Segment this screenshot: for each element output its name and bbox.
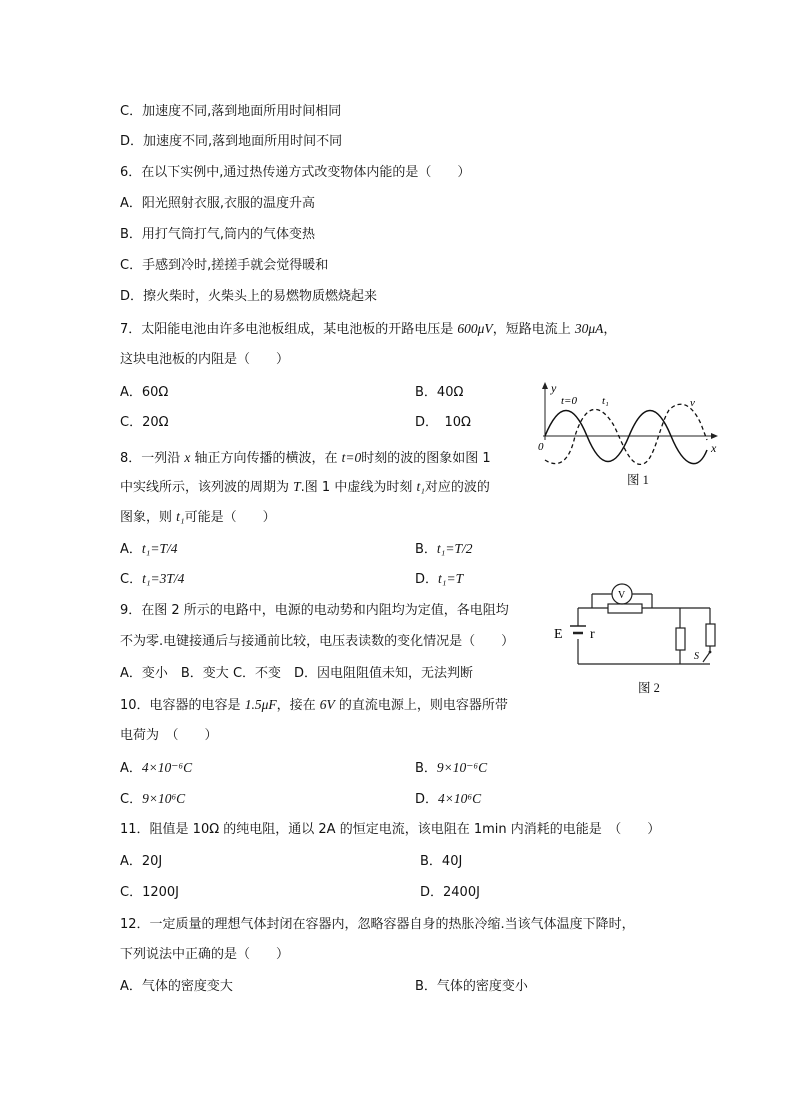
q10-option-b: B．9×10⁻⁶C: [415, 760, 488, 776]
y-axis-arrow: [542, 382, 548, 389]
emf-label: E: [554, 627, 563, 642]
q8-stem-line3: 图象，则 t₁可能是（ ）: [120, 509, 276, 525]
origin-label: 0: [538, 441, 544, 453]
q8-option-b: B．t₁=T/2: [415, 541, 473, 557]
internal-resistance-label: r: [590, 627, 595, 642]
switch-blade: [703, 652, 710, 662]
dashed-wave: [545, 404, 707, 464]
q8-option-d: D．t₁=T: [415, 571, 464, 587]
q9-stem-line2: 不为零.电键接通后与接通前比较，电压表读数的变化情况是（ ）: [120, 634, 515, 649]
q9-stem-line1: 9．在图 2 所示的电路中，电源的电动势和内阻均为定值，各电阻均: [120, 603, 509, 618]
q7-option-b: B．40Ω: [415, 385, 464, 400]
switch-contact: [709, 651, 712, 654]
q5-option-c: C．加速度不同,落到地面所用时间相同: [120, 104, 342, 119]
q10-option-d: D．4×10⁶C: [415, 791, 482, 807]
q10-option-c: C．9×10⁶C: [120, 791, 186, 807]
q11-option-c: C．1200J: [120, 885, 179, 900]
t1-label: t₁: [602, 395, 609, 407]
figure-1-caption: 图 1: [627, 473, 649, 487]
q6-option-d: D．擦火柴时，火柴头上的易燃物质燃烧起来: [120, 289, 378, 304]
q6-option-c: C．手感到冷时,搓搓手就会觉得暖和: [120, 258, 329, 273]
q10-option-a: A．4×10⁻⁶C: [120, 760, 193, 776]
q6-option-b: B．用打气筒打气,筒内的气体变热: [120, 227, 316, 242]
x-axis-label: x: [711, 441, 717, 455]
wave-figure-1: [535, 380, 725, 465]
q6-stem: 6．在以下实例中,通过热传递方式改变物体内能的是（ ）: [120, 165, 471, 180]
q11-option-a: A．20J: [120, 854, 163, 869]
q7-stem-line2: 这块电池板的内阻是（ ）: [120, 352, 290, 367]
x-axis-arrow: [711, 433, 718, 439]
q12-stem-line2: 下列说法中正确的是（ ）: [120, 947, 290, 962]
velocity-label: v: [690, 397, 695, 409]
voltmeter-label: V: [618, 590, 626, 601]
q7-option-d: D． 10Ω: [415, 415, 471, 430]
q12-option-a: A．气体的密度变大: [120, 979, 233, 994]
q11-option-b: B．40J: [420, 854, 463, 869]
q7-option-a: A．60Ω: [120, 385, 169, 400]
q7-stem: 7．太阳能电池由许多电池板组成，某电池板的开路电压是 600μV，短路电流上 30μA，: [120, 321, 617, 337]
figure-2-caption: 图 2: [638, 681, 660, 695]
q8-stem-line2: 中实线所示，该列波的周期为 T.图 1 中虚线为时刻 t₁对应的波的: [120, 479, 490, 495]
q8-option-c: C．t₁=3T/4: [120, 571, 185, 587]
q7-option-c: C．20Ω: [120, 415, 169, 430]
q5-option-d: D．加速度不同,落到地面所用时间不同: [120, 134, 343, 149]
q6-option-a: A．阳光照射衣服,衣服的温度升高: [120, 196, 316, 211]
solid-wave: [545, 411, 707, 464]
circuit-figure-2: [548, 582, 726, 674]
q10-stem-line1: 10．电容器的电容是 1.5μF，接在 6V 的直流电源上，则电容器所带: [120, 697, 508, 713]
q11-option-d: D．2400J: [420, 885, 480, 900]
parallel-resistor-1: [676, 628, 685, 650]
q8-stem-line1: 8．一列沿 x 轴正方向传播的横波，在 t=0时刻的波的图象如图 1: [120, 450, 491, 466]
q12-stem-line1: 12．一定质量的理想气体封闭在容器内，忽略容器自身的热胀冷缩.当该气体温度下降时，: [120, 917, 635, 932]
q9-options: A．变小 B．变大 C．不变 D．因电阻阻值未知，无法判断: [120, 666, 474, 681]
q11-stem: 11．阻值是 10Ω 的纯电阻，通以 2A 的恒定电流，该电阻在 1min 内消耗的电能是 （ ）: [120, 822, 661, 837]
parallel-resistor-2: [706, 624, 715, 646]
y-axis-label: y: [551, 381, 557, 395]
q12-option-b: B．气体的密度变小: [415, 979, 528, 994]
series-resistor: [608, 604, 642, 613]
q8-option-a: A．t₁=T/4: [120, 541, 178, 557]
t0-label: t=0: [561, 395, 577, 407]
q10-stem-line2: 电荷为 （ ）: [120, 728, 218, 743]
switch-label: S: [694, 651, 699, 662]
